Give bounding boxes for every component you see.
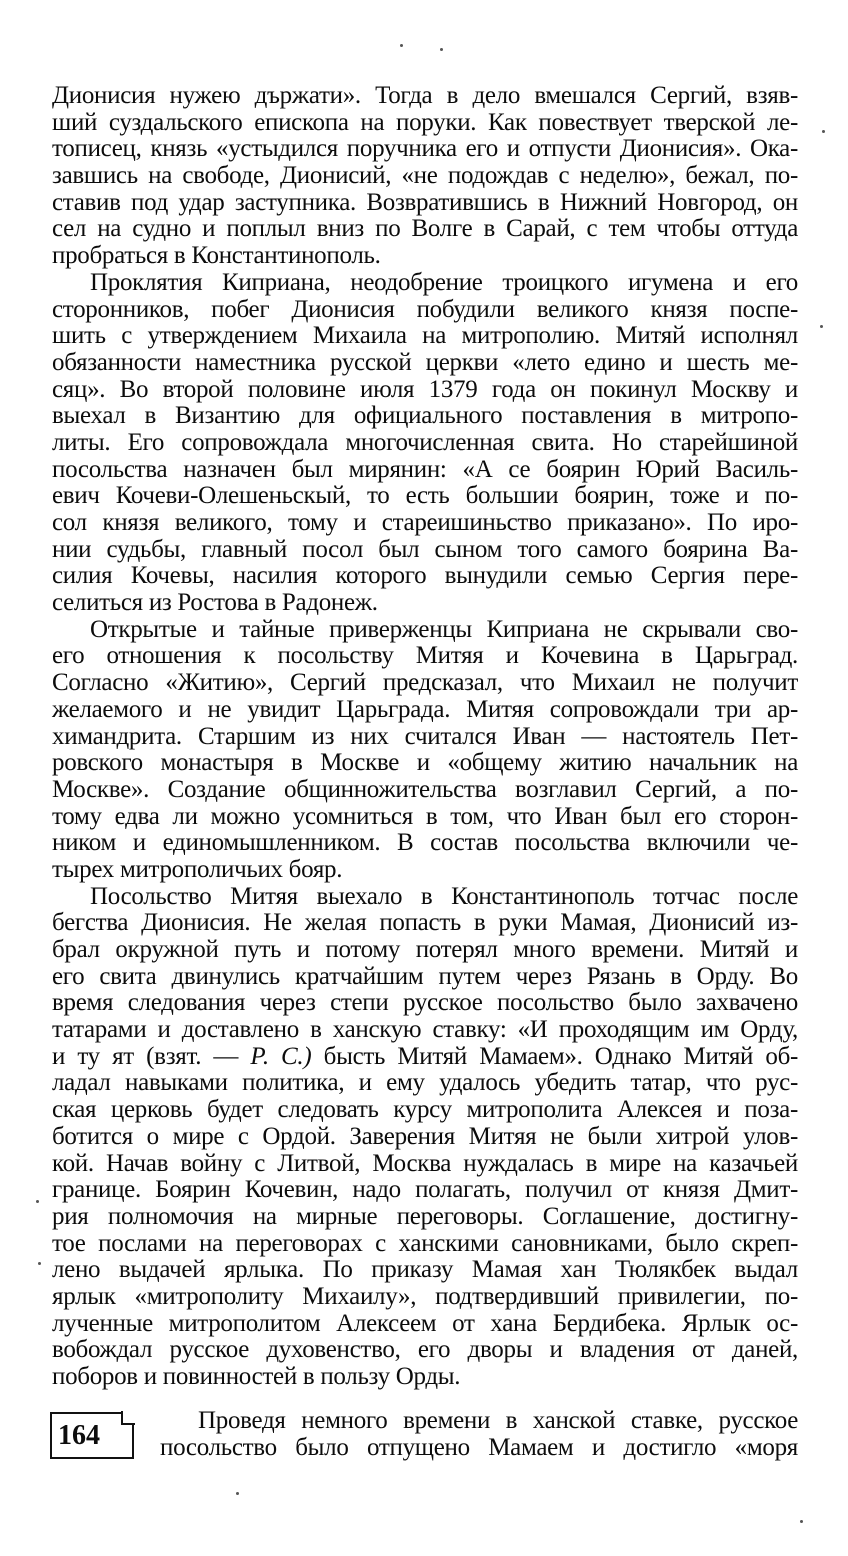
text-line: химандрита. Старшим из них считался Иван — настоятель Пет- [52,722,798,750]
text-line: и ту ят (взят. — Р. С.) бысть Митяй Мамаем». Однако Митяй об- [52,1042,799,1070]
page-number-corner-decoration [121,1411,135,1425]
text-line: обязанности наместника русской церкви «лето едино и шесть ме- [52,348,798,376]
scan-speck [36,1200,39,1203]
text-line: границе. Боярин Кочевин, надо полагать, получил от князя Дмит- [52,1176,798,1204]
scan-speck [400,44,403,47]
text-line: кой. Начав войну с Литвой, Москва нуждалась в мире на казачьей [52,1149,798,1177]
text-line: литы. Его сопровождала многочисленная свита. Но старейшиной [52,428,798,456]
text-line: пробраться в Константинополь. [52,242,381,270]
text-line: ботится о мире с Ордой. Заверения Митяя не были хитрой улов- [52,1122,798,1150]
text-line: татарами и доставлено в ханскую ставку: «И проходящим им Орду, [52,1016,798,1044]
text-line: сел на судно и поплыл вниз по Волге в Сарай, с тем чтобы оттуда [52,215,798,243]
scan-speck [800,1520,803,1523]
text-line: Дионисия нужею държати». Тогда в дело вмешался Сергий, взяв- [52,82,798,109]
text-line: выехал в Византию для официального поставления в митропо- [52,402,798,430]
text-line: ставив под удар заступника. Возвратившись в Нижний Новгород, он [52,188,798,216]
scan-speck [822,130,825,133]
scan-speck [440,48,443,51]
text-line: Москве». Создание общинножительства возглавил Сергий, а по- [52,775,798,803]
text-line: Проведя немного времени в ханской ставке, русское [198,1407,798,1434]
scan-speck [820,325,823,328]
paragraph [52,617,798,884]
main-text [52,83,798,1391]
text-line: посольства назначен был мирянин: «А се боярин Юрий Василь- [52,455,798,483]
page-number-box [50,1412,134,1459]
text-line: тописец, князь «устыдился поручника его и отпусти Дионисия». Ока- [52,135,798,163]
text-line: рия полномочия на мирные переговоры. Соглашение, достигну- [52,1202,798,1230]
text-line: нии судьбы, главный посол был сыном того самого боярина Ва- [52,535,798,563]
text-line: Проклятия Киприана, неодобрение троицкого игумена и его [90,268,798,296]
text-line: ярлык «митрополиту Михаилу», подтвердивший привилегии, по- [52,1282,798,1310]
text-line: тырех митрополичьих бояр. [52,855,343,883]
text-line: сол князя великого, тому и стареишиньство приказано». По иро- [52,509,798,536]
text-line: евич Кочеви-Олешеньскый, то есть большии боярин, тоже и по- [52,482,798,510]
text-line: Согласно «Житию», Сергий предсказал, что Михаил не получит [52,669,798,697]
text-line: вобождал русское духовенство, его дворы и владения от даней, [52,1336,798,1364]
text-line: поборов и повинностей в пользу Орды. [52,1363,461,1390]
text-line: Посольство Митяя выехало в Константинополь тотчас после [90,882,798,910]
text-line: ником и единомышленником. В состав посольства включили че- [52,829,798,857]
text-line: его свита двинулись кратчайшим путем через Рязань в Орду. Во [52,962,798,990]
text-line: ская церковь будет следовать курсу митрополита Алексея и поза- [52,1096,798,1124]
text-line: ладал навыками политика, и ему удалось убедить татар, что рус- [52,1069,798,1097]
text-line: ровского монастыря в Москве и «общему житию начальник на [52,749,798,777]
text-line: ший суздальского епископа на поруки. Как повествует тверской ле- [52,108,798,136]
text-line: желаемого и не увидит Царьграда. Митяя сопровождали три ар- [52,695,798,723]
scan-speck [236,1492,239,1495]
text-line: лено выдачей ярлыка. По приказу Мамая хан Тюлякбек выдал [52,1256,798,1284]
text-line: тому едва ли можно усомниться в том, что Иван был его сторон- [52,802,798,830]
text-line: завшись на свободе, Дионисий, «не подождав с неделю», бежал, по- [52,162,798,190]
text-line: силия Кочевы, насилия которого вынудили семью Сергия пере- [52,562,798,590]
text-line: лученные митрополитом Алексеем от хана Бердибека. Ярлык ос- [52,1309,798,1337]
text-line: брал окружной путь и потому потерял много времени. Митяй и [52,936,798,963]
text-line: посольство было отпущено Мамаем и достигло «моря [160,1433,798,1461]
text-line: селиться из Ростова в Радонеж. [52,589,378,617]
page-number: 164 [58,1420,100,1451]
paragraph [52,884,798,1391]
final-paragraph [160,1408,798,1461]
text-line: шить с утверждением Михаила на митрополию. Митяй исполнял [52,322,798,350]
text-line: бегства Дионисия. Не желая попасть в руки Мамая, Дионисий из- [52,909,798,937]
text-line: сяц». Во второй половине июля 1379 года он покинул Москву и [52,375,798,403]
text-line: тое послами на переговорах с ханскими сановниками, было скреп- [52,1229,798,1257]
text-line: время следования через степи русское посольство было захвачено [52,989,798,1017]
text-line: его отношения к посольству Митяя и Кочевина в Царьград. [52,642,798,670]
scan-speck [38,1262,41,1265]
text-line: Открытые и тайные приверженцы Киприана не скрывали сво- [90,615,798,643]
text-line: сторонников, побег Дионисия побудили великого князя поспе- [52,295,798,323]
paragraph [52,270,798,617]
paragraph [52,83,798,270]
